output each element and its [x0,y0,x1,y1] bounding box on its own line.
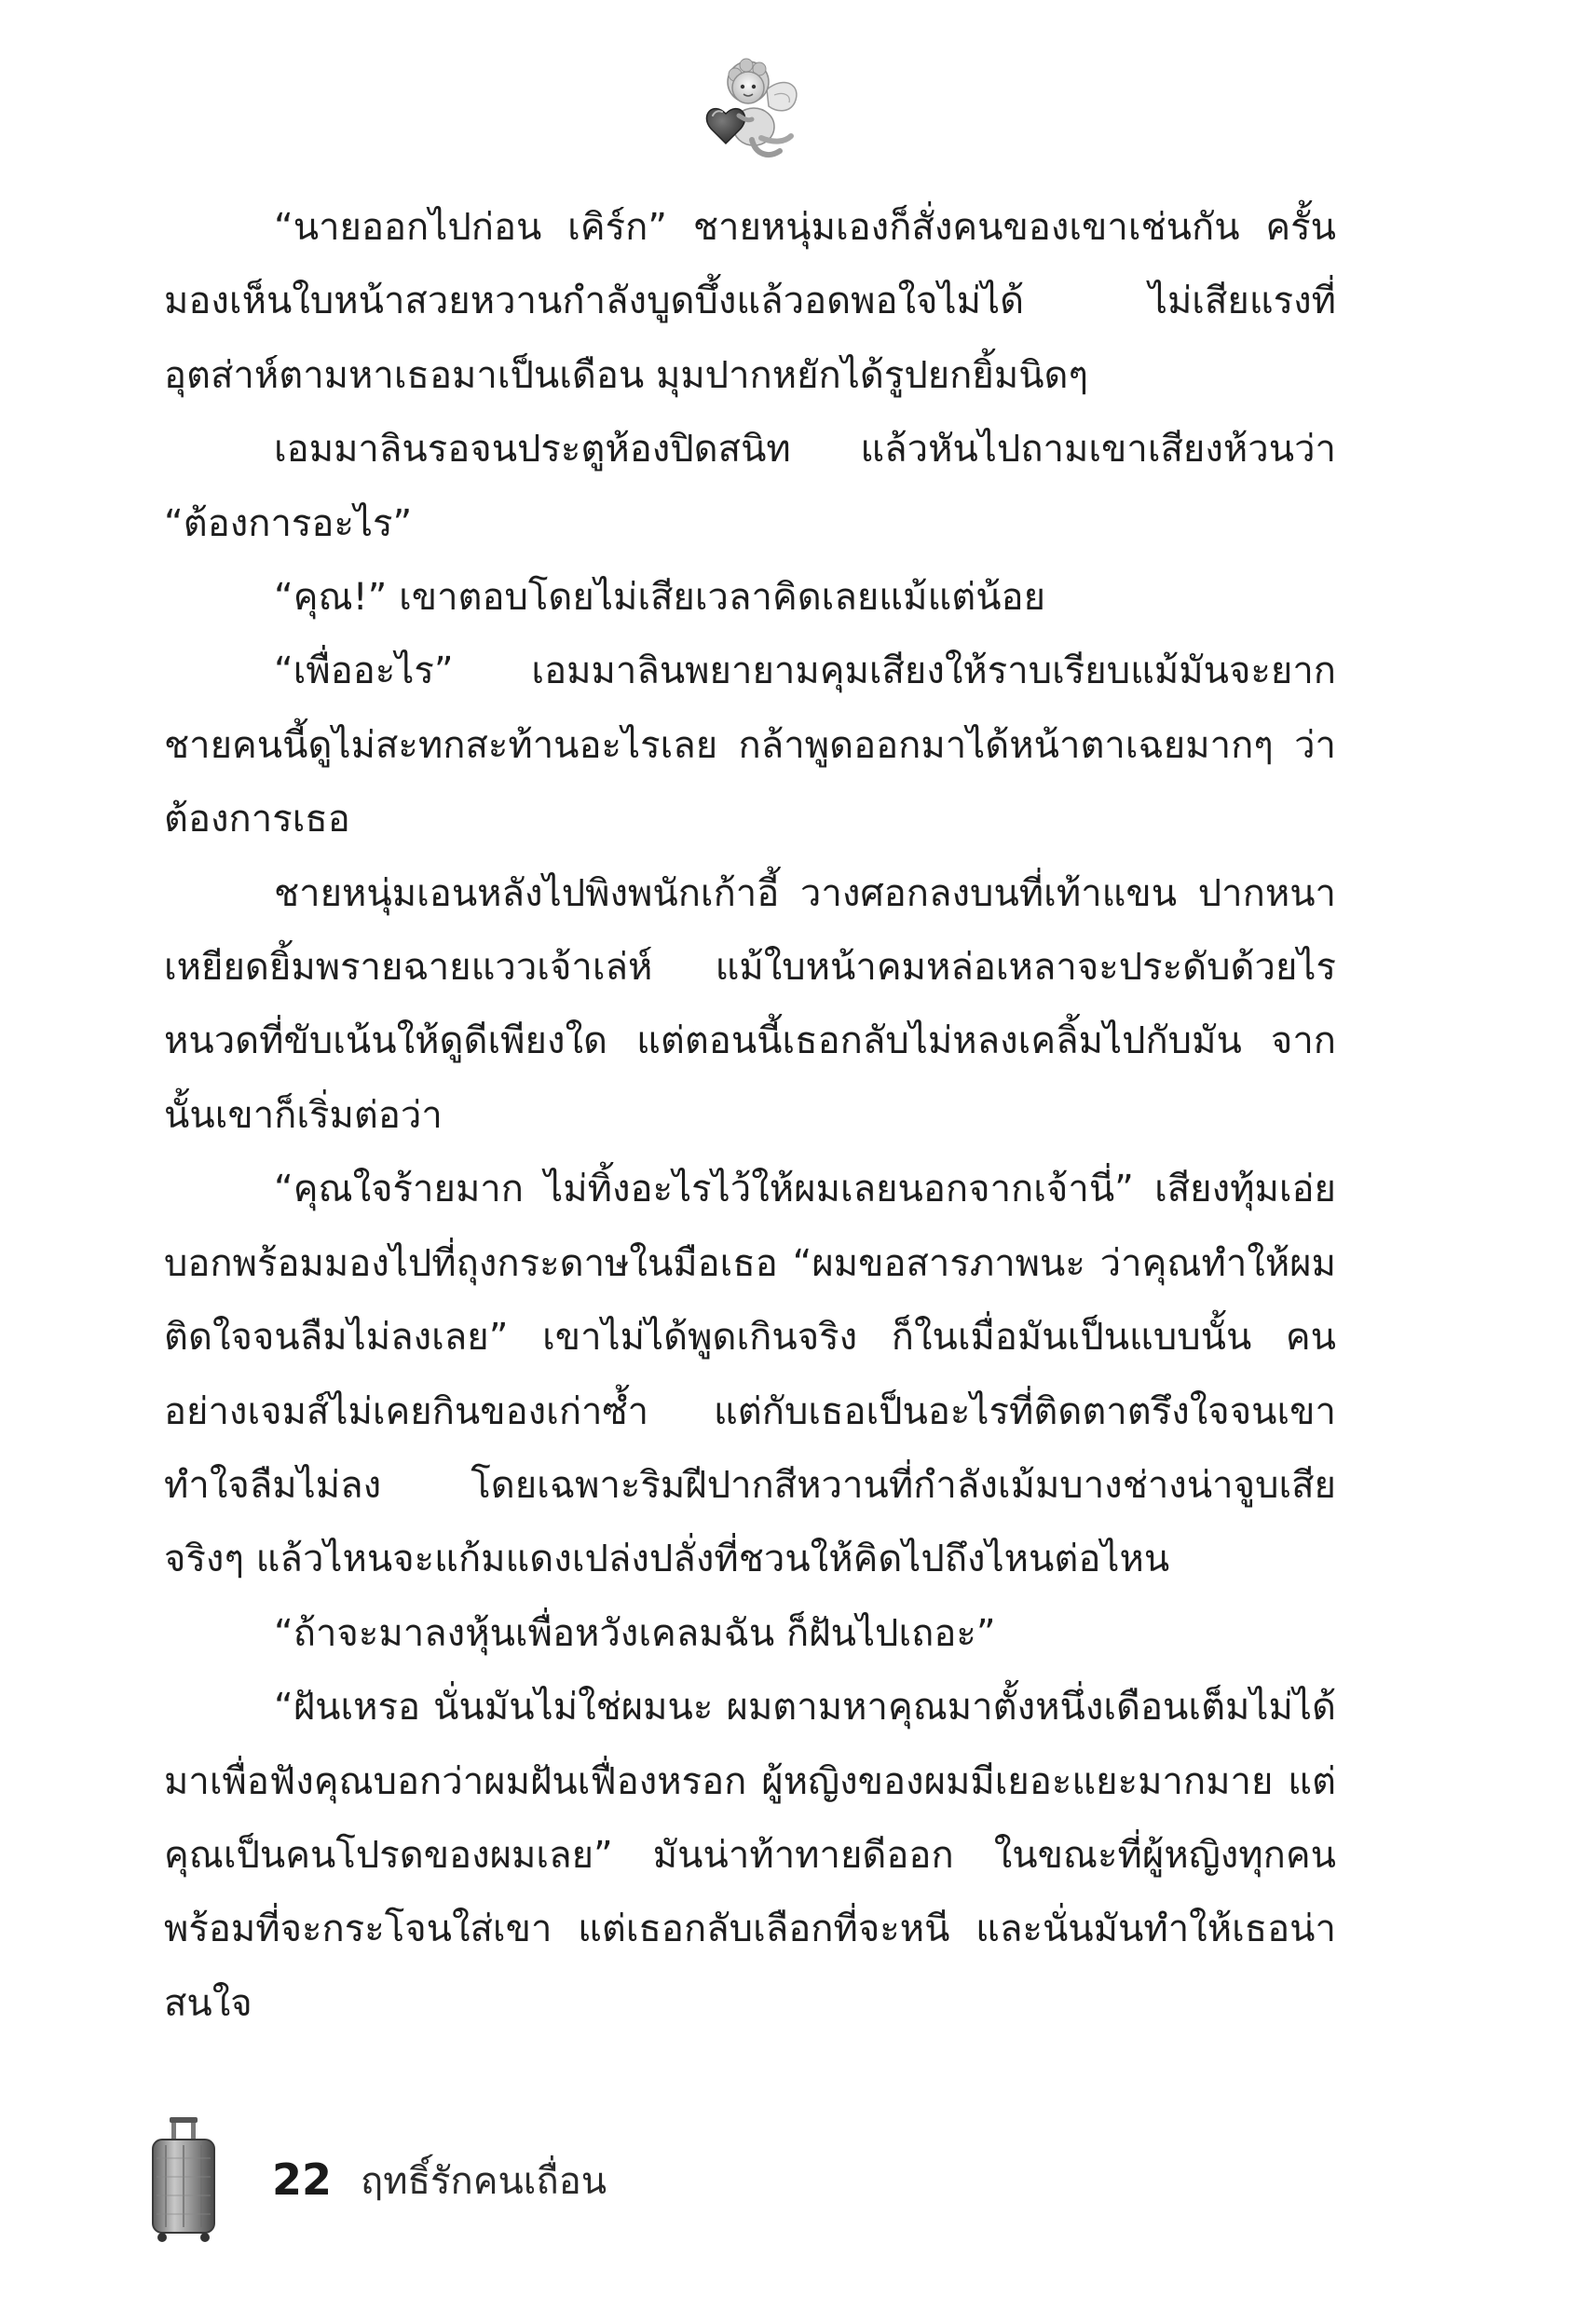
main-text [164,191,1336,2041]
suitcase-icon [147,2117,220,2244]
paragraph: “นายออกไปก่อน เคิร์ก” ชายหนุ่มเองก็สั่งคนของเขาเช่นกัน ครั้นมองเห็นใบหน้าสวยหวานกำลังบูดบึ้งแล้วอดพอใจไม่ได้ ไม่เสียแรงที่อุตส่าห์ตามหาเธอมาเป็นเดือน มุมปากหยักได้รูปยกยิ้มนิดๆ [164,206,1336,397]
paragraph: เอมมาลินรอจนประตูห้องปิดสนิท แล้วหันไปถามเขาเสียงห้วนว่า “ต้องการอะไร” [164,428,1336,545]
paragraph: “ฝันเหรอ นั่นมันไม่ใช่ผมนะ ผมตามหาคุณมาตั้งหนึ่งเดือนเต็มไม่ได้มาเพื่อฟังคุณบอกว่าผมฝันเฟื่องหรอก ผู้หญิงของผมมีเยอะแยะมากมาย แต่คุณเป็นคนโปรดของผมเลย” มันน่าท้าทายดีออก ในขณะที่ผู้หญิงทุกคนพร้อมที่จะกระโจนใส่เขา แต่เธอกลับเลือกที่จะหนี และนั่นมันทำให้เธอน่าสนใจ [164,1686,1336,2025]
paragraph: “คุณใจร้ายมาก ไม่ทิ้งอะไรไว้ให้ผมเลยนอกจากเจ้านี่” เสียงทุ้มเอ่ยบอกพร้อมมองไปที่ถุงกระดาษในมือเธอ “ผมขอสารภาพนะ ว่าคุณทำให้ผมติดใจจนลืมไม่ลงเลย” เขาไม่ได้พูดเกินจริง ก็ในเมื่อมันเป็นแบบนั้น คนอย่างเจมส์ไม่เคยกินของเก่าซ้ำ แต่กับเธอเป็นอะไรที่ติดตาตรึงใจจนเขาทำใจลืมไม่ลง โดยเฉพาะริมฝีปากสีหวานที่กำลังเม้มบางช่างน่าจูบเสียจริงๆ แล้วไหนจะแก้มแดงเปล่งปลั่งที่ชวนให้คิดไปถึงไหนต่อไหน [164,1168,1336,1581]
book-title: ฤทธิ์รักคนเถื่อน [361,2160,607,2203]
paragraph: “เพื่ออะไร” เอมมาลินพยายามคุมเสียงให้ราบเรียบแม้มันจะยาก ชายคนนี้ดูไม่สะทกสะท้านอะไรเลย กล้าพูดออกมาได้หน้าตาเฉยมากๆ ว่าต้องการเธอ [164,650,1336,841]
paragraph: “ถ้าจะมาลงหุ้นเพื่อหวังเคลมฉัน ก็ฝันไปเถอะ” [274,1611,996,1655]
paragraph: ชายหนุ่มเอนหลังไปพิงพนักเก้าอี้ วางศอกลงบนที่เท้าแขน ปากหนาเหยียดยิ้มพรายฉายแววเจ้าเล่ห์ แม้ใบหน้าคมหล่อเหลาจะประดับด้วยไรหนวดที่ขับเน้นให้ดูดีเพียงใด แต่ตอนนี้เธอกลับไม่หลงเคลิ้มไปกับมัน จากนั้นเขาก็เริ่มต่อว่า [164,871,1336,1137]
paragraph: “คุณ!” เขาตอบโดยไม่เสียเวลาคิดเลยแม้แต่น้อย [274,576,1046,620]
cupid-with-heart-icon [694,54,806,166]
page-number: 22 [272,2154,333,2205]
